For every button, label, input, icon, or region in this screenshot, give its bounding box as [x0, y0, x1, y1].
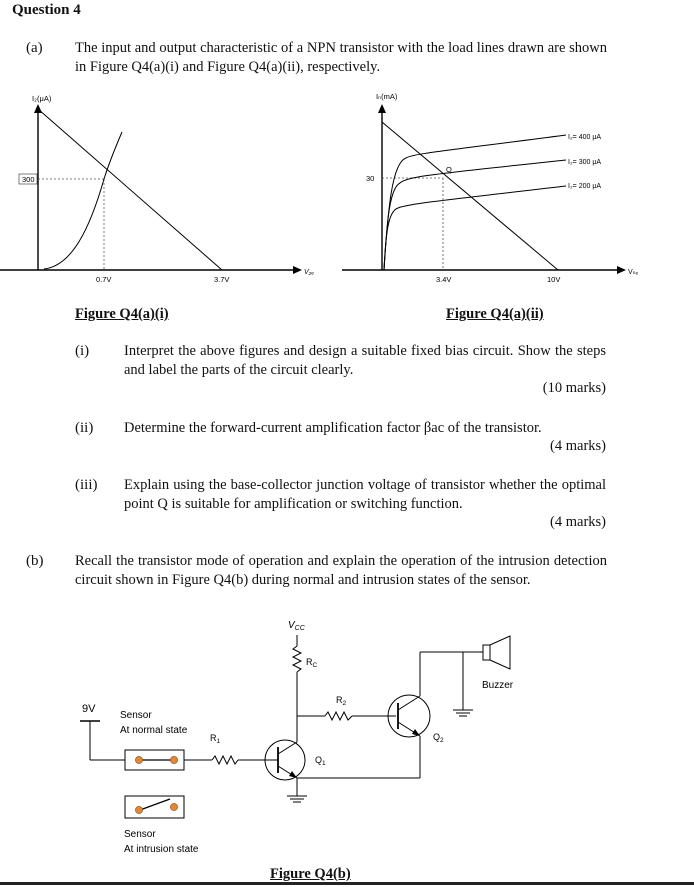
sensor-normal-dot-left — [135, 756, 142, 763]
a2-curve-200 — [384, 186, 566, 270]
sensor-intrusion-label-1: Sensor — [124, 829, 156, 840]
q1-emitter-arrow — [289, 771, 297, 778]
a1-x-arrow — [293, 266, 302, 274]
page-bottom-rule — [0, 882, 694, 885]
a2-y-arrow — [378, 104, 386, 113]
figure-a1-caption: Figure Q4(a)(i) — [75, 306, 169, 322]
subq-3-label: (iii) — [75, 477, 98, 493]
sensor-intrusion-label-2: At intrusion state — [124, 844, 199, 855]
a1-diode-curve — [44, 132, 122, 269]
sensor-normal-label-2: At normal state — [120, 725, 188, 736]
rc-label: $R_C$ — [306, 657, 318, 669]
r1-label: $R_1$ — [210, 733, 221, 745]
figure-a2-caption: Figure Q4(a)(ii) — [446, 306, 544, 322]
subq-1-label: (i) — [75, 343, 90, 359]
a2-x-tick-1: 3.4V — [436, 275, 452, 284]
a2-curve-400 — [384, 135, 566, 270]
part-b-text: Recall the transistor mode of operation and explain the operation of the intrusion detection circuit shown in Figure Q4(b) during normal and intrusion states of the sensor. — [75, 553, 607, 588]
a1-load-line — [38, 109, 222, 270]
q2-emitter-arrow — [412, 729, 420, 736]
a2-x-label: Vₙₑ — [628, 269, 639, 276]
part-a-label: (a) — [26, 40, 43, 56]
a2-curve-label-400: I₂= 400 μA — [568, 134, 602, 141]
a2-curve-label-200: I₂= 200 μA — [568, 183, 602, 190]
buzzer-label: Buzzer — [482, 680, 514, 691]
buzzer-cone — [490, 636, 510, 669]
a1-y-tick: 300 — [22, 175, 35, 184]
a1-y-label: I₂(μA) — [32, 94, 52, 103]
r2-resistor — [325, 712, 352, 720]
a2-curve-label-300: I₂= 300 μA — [568, 159, 602, 166]
buzzer-body — [483, 645, 490, 660]
sensor-intrusion-dot-left — [135, 806, 142, 813]
a2-y-tick: 30 — [366, 174, 375, 183]
q1-collector — [278, 742, 297, 754]
subq-2-text: Determine the forward-current amplification factor βac of the transistor. — [124, 420, 542, 436]
a2-y-label: Iₙ(mA) — [376, 92, 398, 101]
a1-x-tick-2: 3.7V — [214, 275, 230, 284]
a2-x-arrow — [617, 266, 626, 274]
subq-2-label: (ii) — [75, 420, 94, 436]
a2-x-tick-2: 10V — [547, 275, 561, 284]
a1-x-tick-1: 0.7V — [96, 275, 112, 284]
a2-q-label: Q — [446, 165, 452, 174]
part-b-label: (b) — [26, 553, 44, 569]
sensor-normal-dot-right — [170, 756, 177, 763]
r1-resistor — [212, 756, 238, 764]
r2-label: $R_2$ — [336, 695, 347, 707]
rc-resistor — [293, 646, 301, 672]
figure-b-caption: Figure Q4(b) — [270, 866, 351, 882]
figure-a2-output-characteristic — [336, 88, 694, 288]
sensor-normal-label-1: Sensor — [120, 710, 152, 721]
q2-label: $Q_2$ — [433, 732, 444, 744]
a2-load-line — [382, 122, 558, 270]
vcc-label: $V_{CC}$ — [288, 620, 305, 632]
figure-a1-input-characteristic — [0, 88, 330, 288]
subq-2-marks: (4 marks) — [550, 438, 606, 454]
figure-b-circuit — [0, 610, 694, 870]
part-a-intro: The input and output characteristic of a NPN transistor with the load lines drawn are shown in Figure Q4(a)(i) and Figure Q4(a)(ii), respectively. — [75, 40, 607, 75]
q1-label: $Q_1$ — [315, 755, 326, 767]
a1-x-label: V₂ₑ — [304, 269, 315, 276]
subq-1-text: Interpret the above figures and design a suitable fixed bias circuit. Show the steps and label the parts of the circuit clearly. — [124, 343, 606, 378]
subq-3-marks: (4 marks) — [550, 514, 606, 530]
subq-3-text: Explain using the base-collector junction voltage of transistor whether the optimal point Q is suitable for amplification or switching function. — [124, 477, 606, 512]
subq-1-marks: (10 marks) — [542, 380, 606, 396]
q2-collector — [398, 696, 420, 710]
sensor-intrusion-contact — [140, 799, 170, 810]
supply-label: 9V — [82, 703, 96, 715]
question-title: Question 4 — [12, 2, 81, 18]
sensor-intrusion-dot-right — [170, 803, 177, 810]
